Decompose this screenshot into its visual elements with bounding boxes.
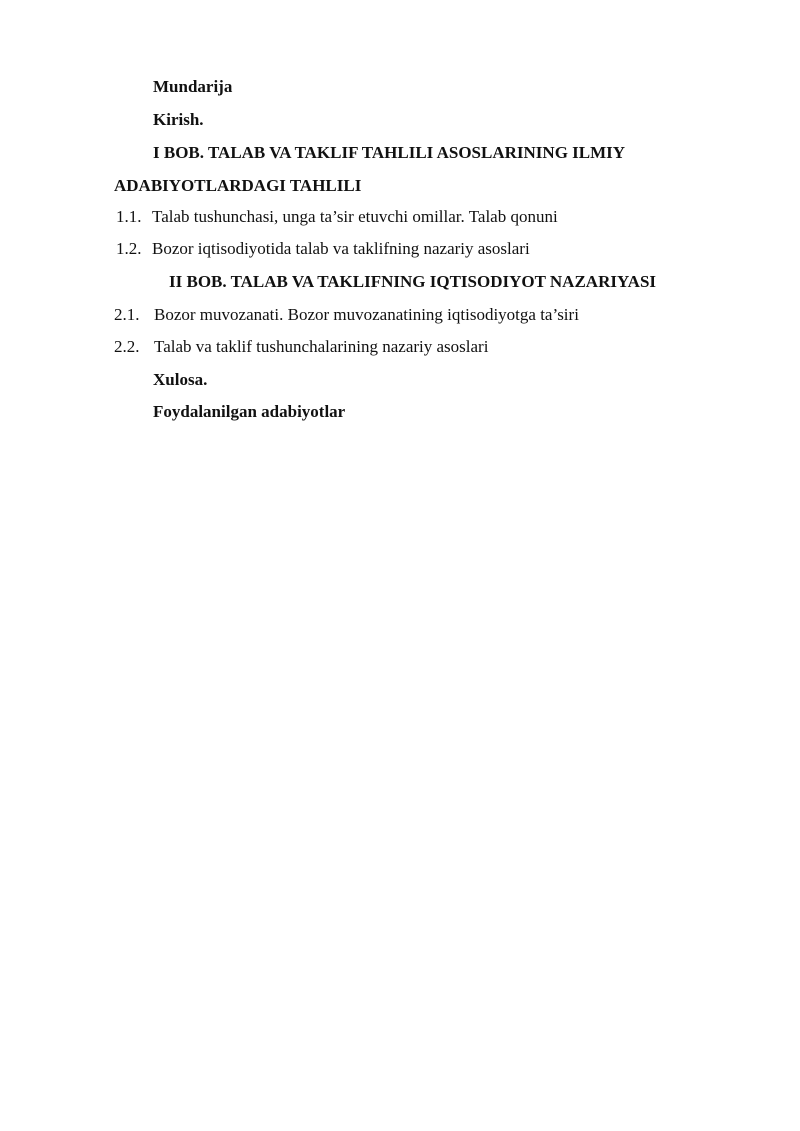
toc-title: Mundarija bbox=[153, 77, 233, 96]
toc-item-number: 1.2. bbox=[116, 239, 142, 258]
chapter2-title: II BOB. TALAB VA TAKLIFNING IQTISODIYOT NAZARIYASI bbox=[169, 272, 657, 291]
toc-item bbox=[114, 304, 579, 326]
chapter1-title-line2: ADABIYOTLARDAGI TAHLILI bbox=[114, 176, 362, 195]
toc-conclusion: Xulosa. bbox=[153, 370, 208, 389]
chapter1-title-line1: I BOB. TALAB VA TAKLIF TAHLILI ASOSLARINING ILMIY bbox=[153, 143, 626, 162]
toc-item bbox=[114, 336, 488, 358]
toc-item bbox=[116, 238, 530, 260]
toc-references: Foydalanilgan adabiyotlar bbox=[153, 402, 346, 421]
toc-item-text: Talab va taklif tushunchalarining nazariy asoslari bbox=[154, 337, 489, 356]
toc-item-text: Talab tushunchasi, unga ta’sir etuvchi omillar. Talab qonuni bbox=[152, 207, 558, 226]
toc-intro: Kirish. bbox=[153, 110, 204, 129]
toc-item-number: 2.2. bbox=[114, 337, 140, 356]
toc-item-number: 2.1. bbox=[114, 305, 140, 324]
toc-item bbox=[116, 206, 558, 228]
toc-item-text: Bozor muvozanati. Bozor muvozanatining iqtisodiyotga ta’siri bbox=[154, 305, 579, 324]
toc-item-number: 1.1. bbox=[116, 207, 142, 226]
toc-item-text: Bozor iqtisodiyotida talab va taklifning nazariy asoslari bbox=[152, 239, 530, 258]
